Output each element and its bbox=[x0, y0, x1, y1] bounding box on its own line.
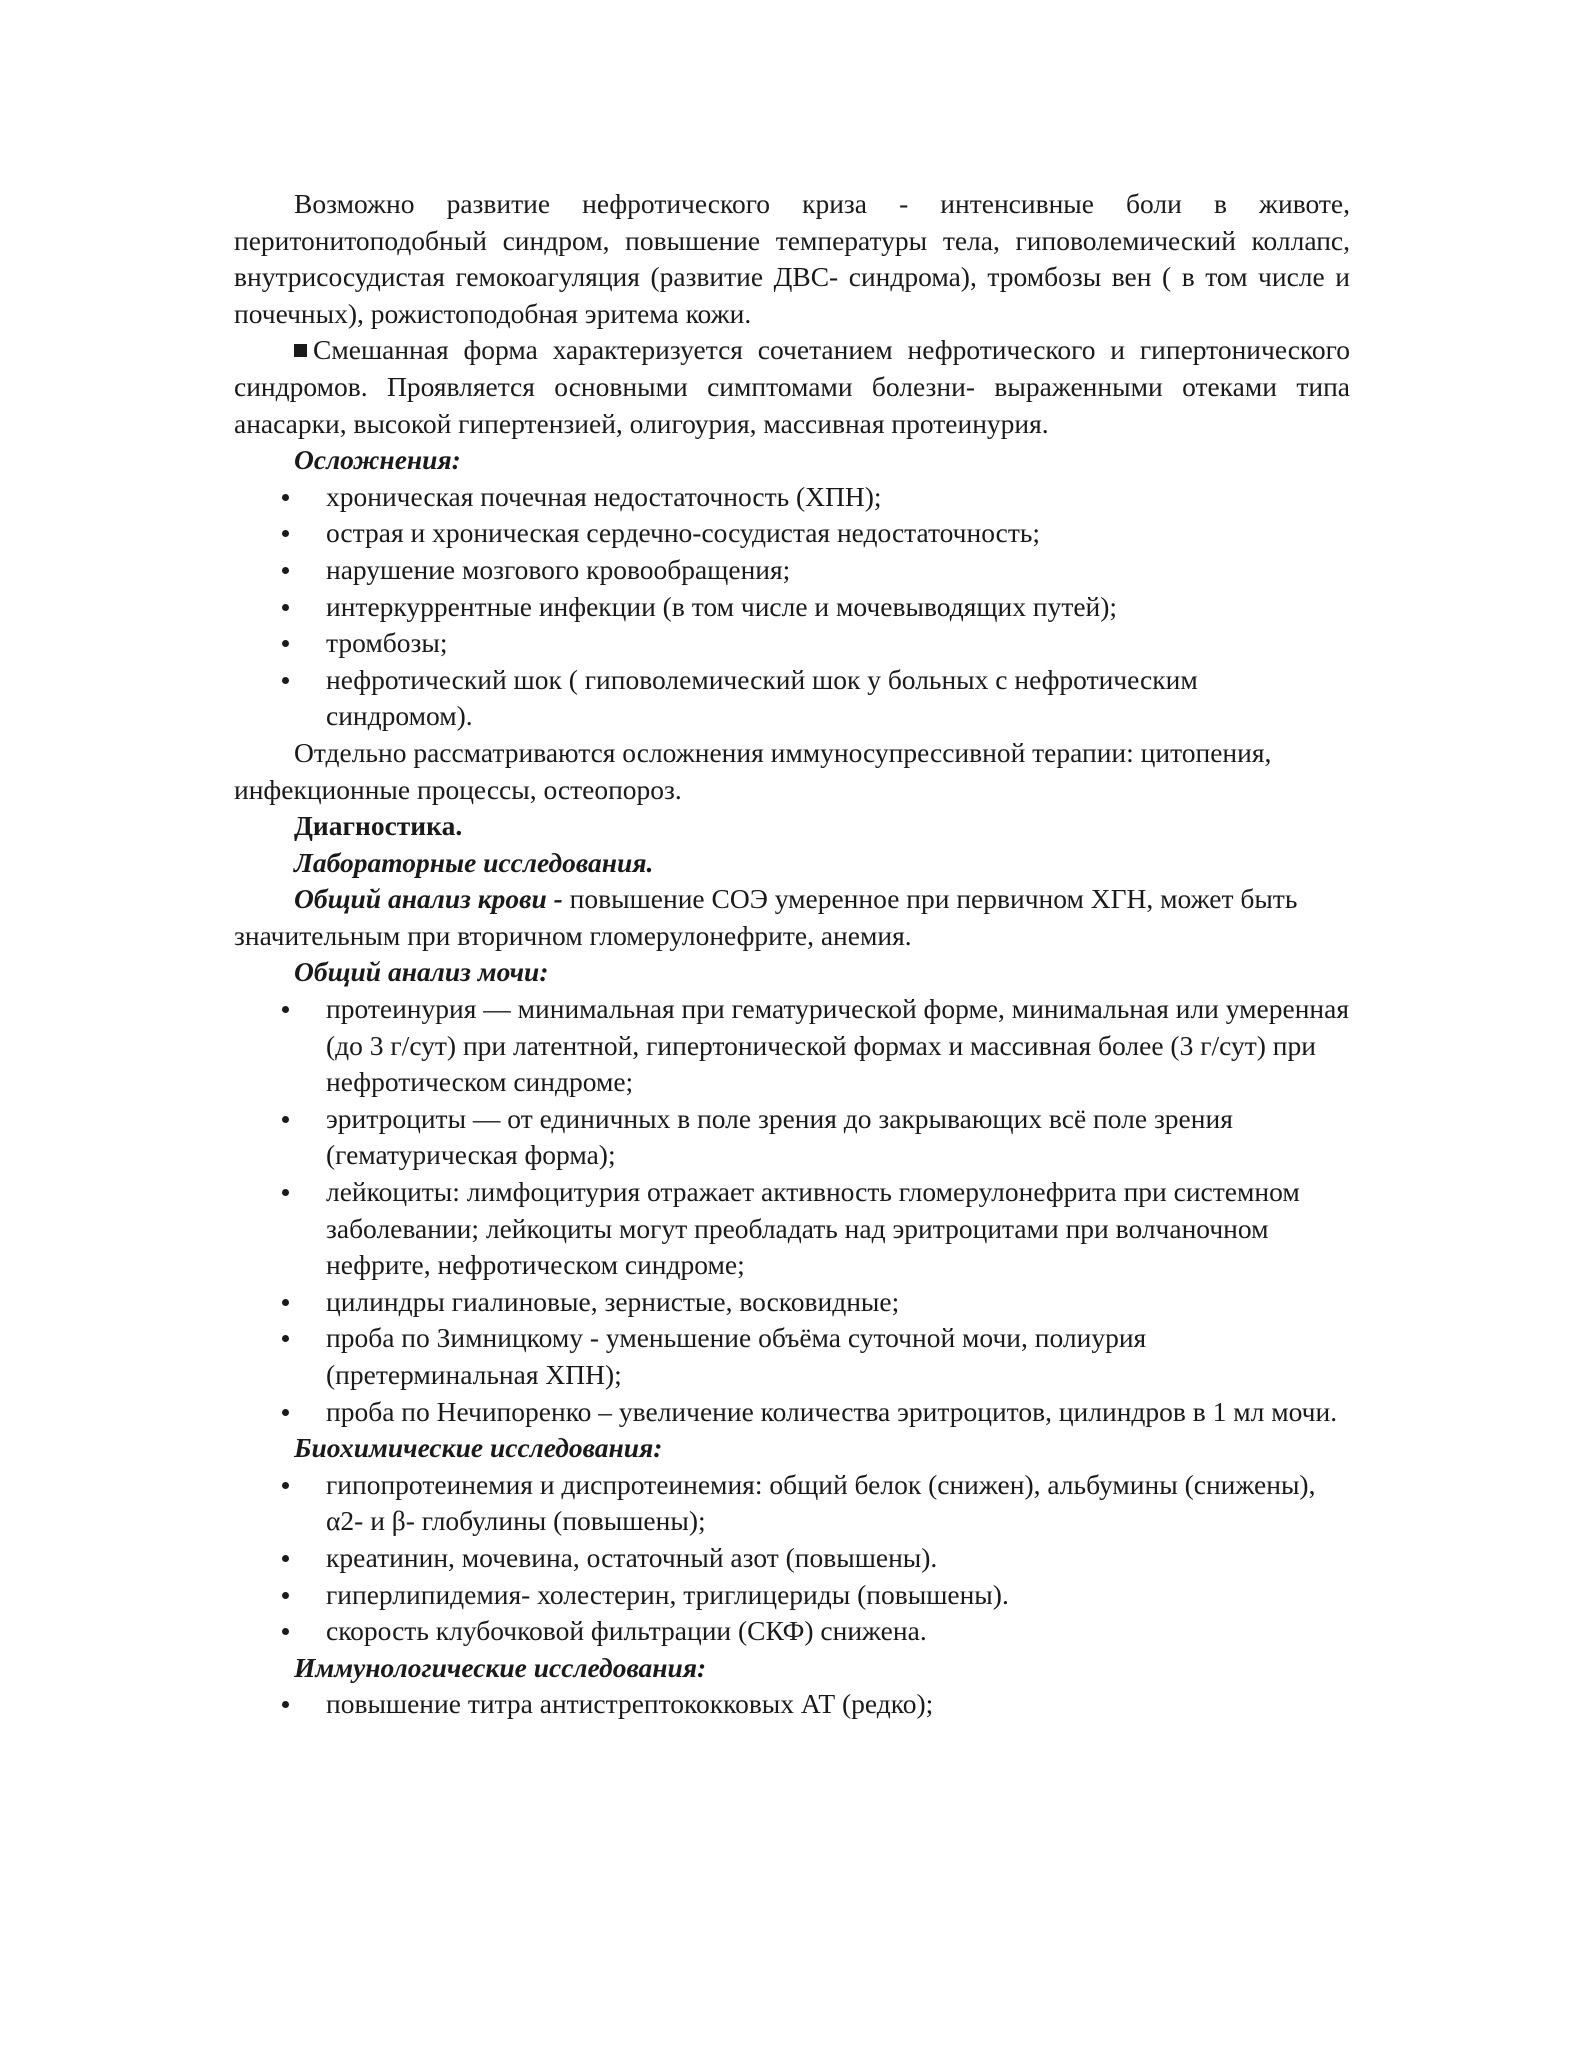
list-item: нефротический шок ( гиповолемический шок у больных с нефротическим синдромом). bbox=[234, 662, 1350, 735]
page-content bbox=[234, 186, 1350, 1723]
list-item: скорость клубочковой фильтрации (СКФ) снижена. bbox=[234, 1613, 1350, 1650]
heading-biochemical-studies: Биохимические исследования: bbox=[294, 1432, 663, 1464]
blood-test-label: Общий анализ крови - bbox=[294, 883, 563, 915]
square-bullet-icon bbox=[294, 344, 307, 357]
list-item: нарушение мозгового кровообращения; bbox=[234, 552, 1350, 589]
paragraph-immunosuppressive-note: Отдельно рассматриваются осложнения иммуносупрессивной терапии: цитопения, инфекционные процессы, остеопороз. bbox=[234, 736, 1272, 805]
list-item: тромбозы; bbox=[234, 625, 1350, 662]
blood-test-text: повышение СОЭ умеренное при первичном ХГН, может быть значительным при вторичном гломерулонефрите, анемия. bbox=[234, 883, 1298, 951]
list-item: лейкоциты: лимфоцитурия отражает активность гломерулонефрита при системном заболевании; лейкоциты могут преобладать над эритроцитами при волчаночном нефрите, нефротическом синдроме; bbox=[234, 1174, 1350, 1284]
heading-urine-test: Общий анализ мочи: bbox=[294, 956, 549, 988]
paragraph-blood-test bbox=[234, 881, 1350, 954]
paragraph-nephrotic-crisis: Возможно развитие нефротического криза - интенсивные боли в животе, перитонитоподобный синдром, повышение температуры тела, гиповолемический коллапс, внутрисосудистая гемокоагуляция (развитие ДВС- синдрома), тромбозы вен ( в том числе и почечных), рожистоподобная эритема кожи. bbox=[234, 188, 1350, 329]
heading-lab-studies: Лабораторные исследования. bbox=[294, 846, 654, 878]
heading-immunological-studies: Иммунологические исследования: bbox=[294, 1651, 707, 1683]
list-item: проба по Нечипоренко – увеличение количества эритроцитов, цилиндров в 1 мл мочи. bbox=[234, 1394, 1350, 1431]
list-item: гипопротеинемия и диспротеинемия: общий белок (снижен), альбумины (снижены), α2- и β- глобулины (повышены); bbox=[234, 1467, 1350, 1540]
heading-complications: Осложнения: bbox=[294, 444, 461, 476]
paragraph-mixed-form bbox=[234, 332, 1350, 442]
list-item: интеркуррентные инфекции (в том числе и мочевыводящих путей); bbox=[234, 589, 1350, 626]
list-item: гиперлипидемия- холестерин, триглицериды (повышены). bbox=[234, 1577, 1350, 1614]
list-item: креатинин, мочевина, остаточный азот (повышены). bbox=[234, 1540, 1350, 1577]
list-item: повышение титра антистрептококковых АТ (редко); bbox=[234, 1686, 1350, 1723]
list-item: хроническая почечная недостаточность (ХПН); bbox=[234, 479, 1350, 516]
heading-diagnostics: Диагностика. bbox=[294, 810, 463, 842]
list-item: протеинурия — минимальная при гематурической форме, минимальная или умеренная (до 3 г/сут) при латентной, гипертонической формах и массивная более (3 г/сут) при нефротическом синдроме; bbox=[234, 991, 1350, 1101]
biochemical-list bbox=[234, 1467, 1350, 1650]
list-item: проба по Зимницкому - уменьшение объёма суточной мочи, полиурия (претерминальная ХПН); bbox=[234, 1320, 1350, 1393]
urine-test-list bbox=[234, 991, 1350, 1430]
list-item: цилиндры гиалиновые, зернистые, восковидные; bbox=[234, 1284, 1350, 1321]
list-item: острая и хроническая сердечно-сосудистая недостаточность; bbox=[234, 515, 1350, 552]
complications-list bbox=[234, 479, 1350, 735]
list-item: эритроциты — от единичных в поле зрения до закрывающих всё поле зрения (гематурическая форма); bbox=[234, 1101, 1350, 1174]
mixed-form-text: Смешанная форма характеризуется сочетанием нефротического и гипертонического синдромов. Проявляется основными симптомами болезни- выраженными отеками типа анасарки, высокой гипертензией, олигоурия, массивная протеинурия. bbox=[234, 334, 1350, 439]
immunological-list bbox=[234, 1686, 1350, 1723]
